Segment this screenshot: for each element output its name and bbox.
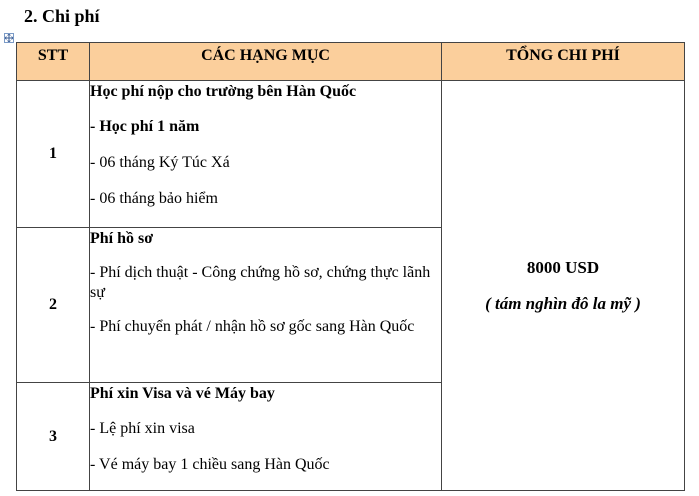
row-title: Học phí nộp cho trường bên Hàn Quốc: [90, 83, 357, 100]
row-title: Phí xin Visa và vé Máy bay: [90, 385, 275, 402]
row-items: [90, 81, 442, 228]
row-line: - Lệ phí xin visa: [90, 420, 195, 437]
row-stt: 2: [17, 228, 90, 383]
total-amount-words: ( tám nghìn đô la mỹ ): [485, 293, 641, 313]
row-line: - 06 tháng Ký Túc Xá: [90, 154, 230, 171]
table-header-row: [17, 43, 685, 81]
row-stt: 3: [17, 383, 90, 491]
row-line: - Học phí 1 năm: [90, 118, 200, 135]
row-line: - Phí dịch thuật - Công chứng hồ sơ, chứng thực lãnh sự: [90, 264, 431, 301]
cost-table: [16, 42, 685, 491]
total-amount: 8000 USD: [526, 257, 600, 277]
row-line: - 06 tháng bảo hiểm: [90, 190, 218, 207]
table-row: [17, 81, 685, 228]
header-stt: STT: [17, 43, 90, 81]
header-items: CÁC HẠNG MỤC: [90, 43, 442, 81]
row-title: Phí hồ sơ: [90, 230, 154, 247]
row-items: [90, 228, 442, 383]
row-stt: 1: [17, 81, 90, 228]
move-handle-icon[interactable]: [4, 33, 14, 43]
row-line: - Vé máy bay 1 chiều sang Hàn Quốc: [90, 456, 330, 473]
row-items: [90, 383, 442, 491]
section-heading: 2. Chi phí: [24, 6, 100, 26]
header-total: TỔNG CHI PHÍ: [442, 43, 685, 81]
row-line: - Phí chuyển phát / nhận hồ sơ gốc sang Hàn Quốc: [90, 318, 415, 335]
total-cell: [442, 81, 685, 491]
